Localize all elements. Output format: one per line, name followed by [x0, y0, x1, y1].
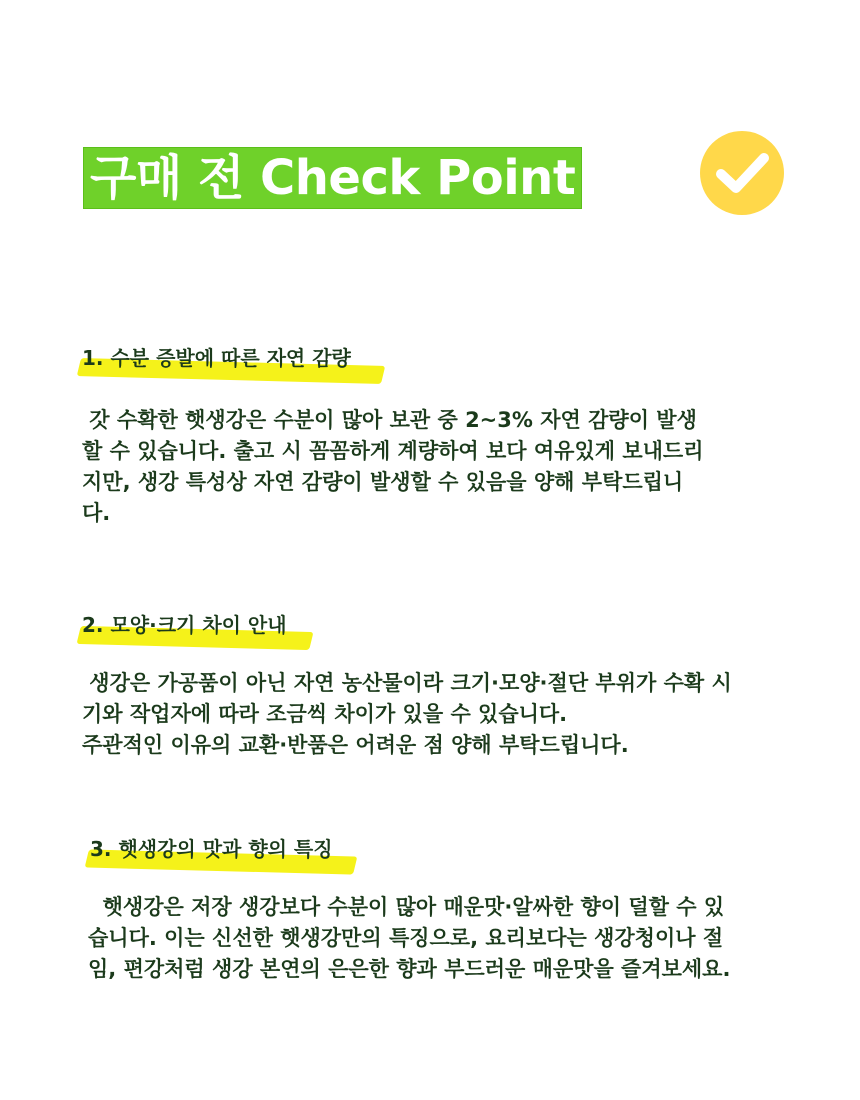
section-2 — [82, 611, 287, 639]
section-heading: 1. 수분 증발에 따른 자연 감량 — [82, 344, 351, 372]
paragraph-line: 햇생강은 저장 생강보다 수분이 많아 매운맛·알싸한 향이 덜할 수 있 — [88, 895, 725, 919]
checkmark-icon — [699, 130, 785, 216]
paragraph-line: 기와 작업자에 따라 조금씩 차이가 있을 수 있습니다. — [82, 702, 568, 726]
paragraph-line: 갓 수확한 햇생강은 수분이 많아 보관 중 2~3% 자연 감량이 발생 — [82, 408, 697, 432]
section-1-body — [82, 405, 704, 529]
page-title: 구매 전 Check Point — [90, 150, 576, 206]
paragraph-line: 임, 편강처럼 생강 본연의 은은한 향과 부드러운 매운맛을 즐겨보세요. — [88, 957, 731, 981]
section-1 — [82, 344, 351, 372]
section-heading: 3. 햇생강의 맛과 향의 특징 — [90, 835, 333, 863]
paragraph-line: 지만, 생강 특성상 자연 감량이 발생할 수 있음을 양해 부탁드립니 — [82, 470, 684, 494]
section-2-body — [82, 668, 732, 761]
paragraph-line: 습니다. 이는 신선한 햇생강만의 특징으로, 요리보다는 생강청이나 절 — [88, 926, 724, 950]
paragraph-line: 다. — [82, 501, 111, 525]
title-banner — [83, 148, 582, 208]
section-3 — [90, 835, 333, 863]
title-box — [83, 147, 582, 209]
paragraph-line: 주관적인 이유의 교환·반품은 어려운 점 양해 부탁드립니다. — [82, 733, 629, 757]
section-heading: 2. 모양·크기 차이 안내 — [82, 611, 287, 639]
section-3-body — [88, 892, 730, 985]
paragraph-line: 할 수 있습니다. 출고 시 꼼꼼하게 계량하여 보다 여유있게 보내드리 — [82, 439, 704, 463]
paragraph-line: 생강은 가공품이 아닌 자연 농산물이라 크기·모양·절단 부위가 수확 시 — [82, 671, 732, 695]
